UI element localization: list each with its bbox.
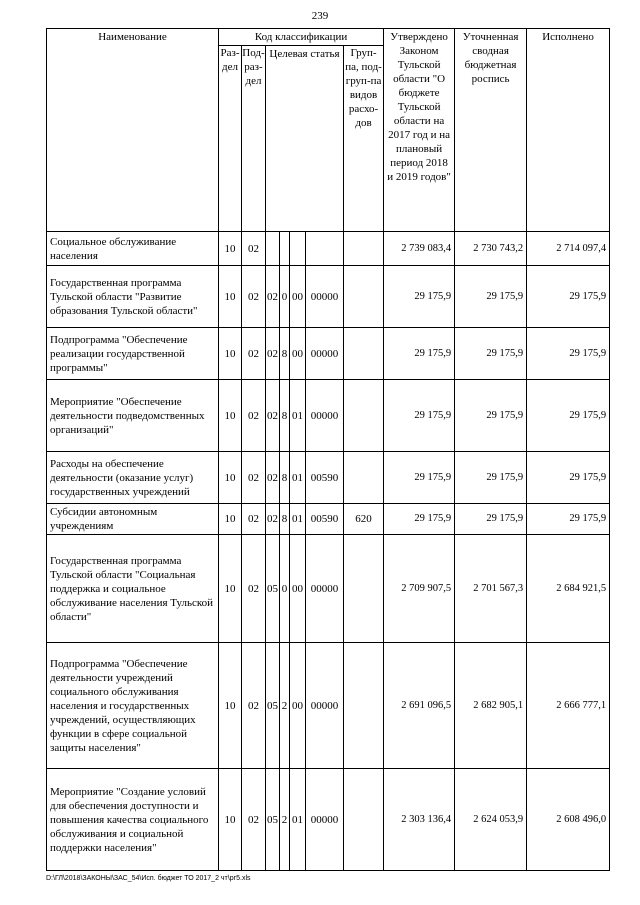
header-name: Наименование — [47, 29, 219, 232]
row-refined: 29 175,9 — [455, 504, 527, 535]
table-row — [47, 266, 610, 328]
row-expense-group — [344, 535, 384, 643]
row-expense-group — [344, 266, 384, 328]
row-target-event: 00 — [290, 328, 306, 380]
row-target-subprogram: 0 — [280, 266, 290, 328]
row-razdel: 10 — [219, 232, 242, 266]
row-target-event: 01 — [290, 504, 306, 535]
row-target-program: 02 — [266, 328, 280, 380]
table-row — [47, 328, 610, 380]
row-expense-group — [344, 769, 384, 871]
row-target-event — [290, 232, 306, 266]
header-podrazdel: Под-раз-дел — [242, 46, 266, 232]
row-target-direction: 00000 — [306, 380, 344, 452]
row-target-program: 02 — [266, 504, 280, 535]
row-expense-group: 620 — [344, 504, 384, 535]
table-row — [47, 232, 610, 266]
row-executed: 29 175,9 — [527, 328, 610, 380]
row-razdel: 10 — [219, 769, 242, 871]
row-target-program: 02 — [266, 266, 280, 328]
row-executed: 2 714 097,4 — [527, 232, 610, 266]
row-executed: 2 666 777,1 — [527, 643, 610, 769]
table-row — [47, 380, 610, 452]
row-name: Расходы на обеспечение деятельности (оказание услуг) государственных учреждений — [47, 452, 219, 504]
row-approved: 2 709 907,5 — [384, 535, 455, 643]
row-refined: 29 175,9 — [455, 328, 527, 380]
budget-table — [46, 28, 610, 871]
row-name: Мероприятие "Создание условий для обеспечения доступности и повышения качества социального обслуживания и социальной поддержки населения" — [47, 769, 219, 871]
row-name: Социальное обслуживание населения — [47, 232, 219, 266]
row-podrazdel: 02 — [242, 643, 266, 769]
row-target-subprogram: 2 — [280, 643, 290, 769]
row-target-direction: 00000 — [306, 266, 344, 328]
row-name: Субсидии автономным учреждениям — [47, 504, 219, 535]
row-target-event: 01 — [290, 452, 306, 504]
row-target-direction: 00000 — [306, 535, 344, 643]
row-expense-group — [344, 452, 384, 504]
row-approved: 2 303 136,4 — [384, 769, 455, 871]
row-refined: 29 175,9 — [455, 452, 527, 504]
row-approved: 29 175,9 — [384, 380, 455, 452]
row-podrazdel: 02 — [242, 380, 266, 452]
row-name: Мероприятие "Обеспечение деятельности подведомственных организаций" — [47, 380, 219, 452]
row-target-subprogram — [280, 232, 290, 266]
table-row — [47, 769, 610, 871]
page-number: 239 — [311, 10, 329, 22]
header-target: Целевая статья — [266, 46, 344, 232]
row-target-subprogram: 0 — [280, 535, 290, 643]
row-refined: 29 175,9 — [455, 380, 527, 452]
row-name: Государственная программа Тульской области "Развитие образования Тульской области" — [47, 266, 219, 328]
row-razdel: 10 — [219, 535, 242, 643]
table-row — [47, 504, 610, 535]
row-target-direction: 00000 — [306, 328, 344, 380]
header-razdel: Раз-дел — [219, 46, 242, 232]
row-razdel: 10 — [219, 643, 242, 769]
header-approved: Утверждено Законом Тульской области "О бюджете Тульской области на 2017 год и на плановый период 2018 и 2019 годов" — [384, 29, 455, 232]
header-refined: Уточненная сводная бюджетная роспись — [455, 29, 527, 232]
row-target-direction: 00590 — [306, 504, 344, 535]
row-target-program: 02 — [266, 380, 280, 452]
row-target-program — [266, 232, 280, 266]
row-expense-group — [344, 380, 384, 452]
row-target-program: 05 — [266, 769, 280, 871]
row-podrazdel: 02 — [242, 232, 266, 266]
header-code-group: Код классификации — [219, 29, 384, 46]
row-name: Подпрограмма "Обеспечение реализации государственной программы" — [47, 328, 219, 380]
row-target-program: 05 — [266, 535, 280, 643]
table-row — [47, 452, 610, 504]
row-razdel: 10 — [219, 504, 242, 535]
row-podrazdel: 02 — [242, 452, 266, 504]
row-razdel: 10 — [219, 328, 242, 380]
row-target-direction — [306, 232, 344, 266]
row-target-event: 01 — [290, 380, 306, 452]
row-razdel: 10 — [219, 266, 242, 328]
row-expense-group — [344, 643, 384, 769]
row-refined: 2 730 743,2 — [455, 232, 527, 266]
row-refined: 2 682 905,1 — [455, 643, 527, 769]
row-podrazdel: 02 — [242, 328, 266, 380]
row-name: Государственная программа Тульской области "Социальная поддержка и социальное обслуживание населения Тульской области" — [47, 535, 219, 643]
table-row — [47, 535, 610, 643]
row-approved: 29 175,9 — [384, 504, 455, 535]
table-row — [47, 643, 610, 769]
row-podrazdel: 02 — [242, 504, 266, 535]
row-executed: 2 608 496,0 — [527, 769, 610, 871]
row-podrazdel: 02 — [242, 769, 266, 871]
row-refined: 2 624 053,9 — [455, 769, 527, 871]
row-target-direction: 00590 — [306, 452, 344, 504]
row-target-subprogram: 8 — [280, 452, 290, 504]
row-approved: 29 175,9 — [384, 266, 455, 328]
row-executed: 29 175,9 — [527, 380, 610, 452]
row-expense-group — [344, 232, 384, 266]
row-target-event: 01 — [290, 769, 306, 871]
row-expense-group — [344, 328, 384, 380]
header-group: Груп-па, под-груп-па видов расхо-дов — [344, 46, 384, 232]
header-executed: Исполнено — [527, 29, 610, 232]
row-executed: 29 175,9 — [527, 266, 610, 328]
row-approved: 2 691 096,5 — [384, 643, 455, 769]
row-target-event: 00 — [290, 643, 306, 769]
row-approved: 29 175,9 — [384, 328, 455, 380]
row-refined: 29 175,9 — [455, 266, 527, 328]
row-podrazdel: 02 — [242, 266, 266, 328]
row-target-subprogram: 8 — [280, 328, 290, 380]
file-path-footer: D:\ГЛ\2018\ЗАКОНЫ\ЗАС_54\Исп. бюджет ТО 2017_2 чт\рг5.xls — [46, 875, 251, 882]
row-target-program: 02 — [266, 452, 280, 504]
row-target-direction: 00000 — [306, 643, 344, 769]
row-razdel: 10 — [219, 380, 242, 452]
row-executed: 29 175,9 — [527, 504, 610, 535]
row-target-subprogram: 8 — [280, 380, 290, 452]
row-target-program: 05 — [266, 643, 280, 769]
row-approved: 2 739 083,4 — [384, 232, 455, 266]
row-razdel: 10 — [219, 452, 242, 504]
row-executed: 29 175,9 — [527, 452, 610, 504]
row-refined: 2 701 567,3 — [455, 535, 527, 643]
row-target-event: 00 — [290, 535, 306, 643]
row-target-event: 00 — [290, 266, 306, 328]
row-name: Подпрограмма "Обеспечение деятельности учреждений социального обслуживания населения и государственных учреждений, осуществляющих функции в сфере социальной защиты населения" — [47, 643, 219, 769]
row-podrazdel: 02 — [242, 535, 266, 643]
row-target-subprogram: 2 — [280, 769, 290, 871]
row-target-direction: 00000 — [306, 769, 344, 871]
row-target-subprogram: 8 — [280, 504, 290, 535]
row-approved: 29 175,9 — [384, 452, 455, 504]
row-executed: 2 684 921,5 — [527, 535, 610, 643]
